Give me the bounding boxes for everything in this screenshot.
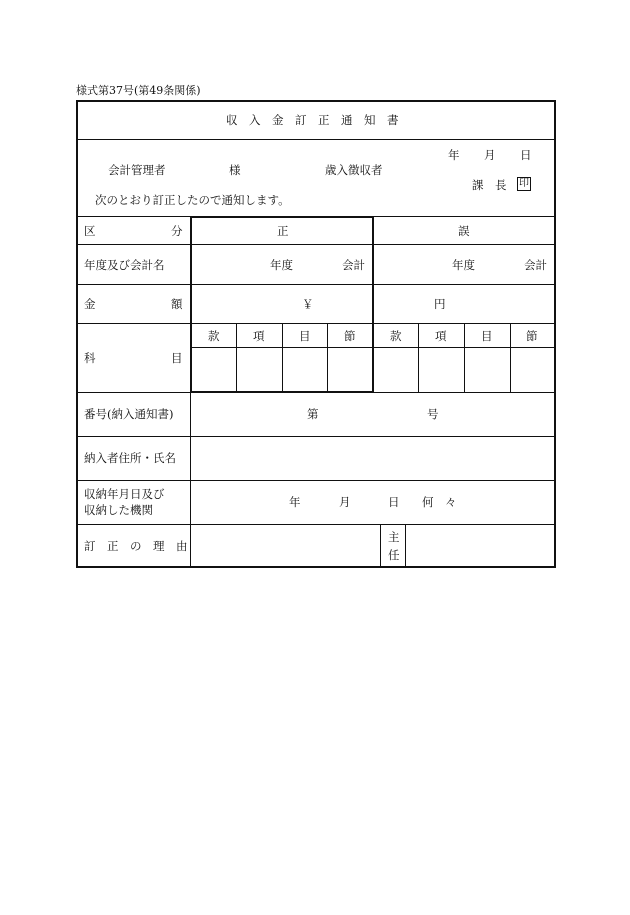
date-month: 月 xyxy=(484,148,496,162)
error-account: 会計 xyxy=(524,258,547,272)
subject-col-correct-moku: 目 xyxy=(299,329,311,343)
rule-subject-col-5 xyxy=(418,323,419,393)
supervisor-label-1: 主 xyxy=(388,530,400,544)
correct-fiscal-year: 年度 xyxy=(270,258,293,272)
notice-message: 次のとおり訂正したので通知します。 xyxy=(95,193,290,207)
date-year: 年 xyxy=(448,148,460,162)
label-subject-a: 科 xyxy=(84,351,96,365)
rule-payer-bottom xyxy=(77,480,555,481)
form-reference: 様式第37号(第49条関係) xyxy=(76,84,201,97)
rule-subject-col-1 xyxy=(236,323,237,393)
header-correct: 正 xyxy=(277,224,289,238)
yen-unit: 円 xyxy=(434,297,446,311)
section-chief: 課 長 xyxy=(472,178,507,192)
label-payer: 納入者住所・氏名 xyxy=(84,451,176,465)
rule-subject-col-6 xyxy=(464,323,465,393)
rule-receipt-bottom xyxy=(77,524,555,525)
date-day: 日 xyxy=(520,148,532,162)
rule-correct-right xyxy=(372,216,374,393)
number-dai: 第 xyxy=(307,407,319,421)
rule-subject-col-7 xyxy=(510,323,511,393)
supervisor-label-2: 任 xyxy=(388,548,400,562)
error-fiscal-year: 年度 xyxy=(452,258,475,272)
subject-col-correct-setsu: 節 xyxy=(344,329,356,343)
label-receipt-line2: 収納した機関 xyxy=(84,503,153,517)
receipt-month: 月 xyxy=(339,495,351,509)
label-subject-b: 目 xyxy=(171,351,183,365)
rule-number-bottom xyxy=(77,436,555,437)
rule-correct-top xyxy=(190,216,374,218)
rule-fiscal-bottom xyxy=(77,284,555,285)
label-notice-number: 番号(納入通知書) xyxy=(84,407,174,421)
seal-mark: 印 xyxy=(519,178,529,189)
subject-col-correct-kou: 項 xyxy=(253,329,265,343)
form-title: 収 入 金 訂 正 通 知 書 xyxy=(226,113,399,127)
rule-title-bottom xyxy=(77,139,555,140)
label-category-b: 分 xyxy=(171,224,183,238)
subject-col-error-kan: 款 xyxy=(390,329,402,343)
label-amount-a: 金 xyxy=(84,297,96,311)
label-amount-b: 額 xyxy=(171,297,183,311)
rule-category-bottom xyxy=(77,244,555,245)
subject-col-error-kou: 項 xyxy=(435,329,447,343)
addressee: 会計管理者 xyxy=(108,163,166,177)
subject-col-error-setsu: 節 xyxy=(526,329,538,343)
rule-amount-bottom xyxy=(77,323,555,324)
honorific: 様 xyxy=(229,163,241,177)
sender: 歳入徴収者 xyxy=(325,163,383,177)
header-error: 誤 xyxy=(458,224,470,238)
rule-correct-left xyxy=(190,216,192,393)
label-fiscal: 年度及び会計名 xyxy=(84,258,165,272)
rule-reason-col-1 xyxy=(380,524,381,567)
label-receipt-line1: 収納年月日及び xyxy=(84,487,165,501)
subject-col-correct-kan: 款 xyxy=(208,329,220,343)
receipt-institution: 何 々 xyxy=(422,495,457,509)
rule-correct-bottom xyxy=(190,391,374,393)
label-category-a: 区 xyxy=(84,224,96,238)
rule-subject-col-3 xyxy=(327,323,328,393)
number-go: 号 xyxy=(427,407,439,421)
receipt-day: 日 xyxy=(388,495,400,509)
receipt-year: 年 xyxy=(289,495,301,509)
yen-mark: ￥ xyxy=(302,297,314,311)
subject-col-error-moku: 目 xyxy=(481,329,493,343)
label-reason: 訂 正 の 理 由 xyxy=(84,539,188,553)
correct-account: 会計 xyxy=(342,258,365,272)
rule-subject-col-2 xyxy=(282,323,283,393)
rule-reason-col-2 xyxy=(405,524,406,567)
